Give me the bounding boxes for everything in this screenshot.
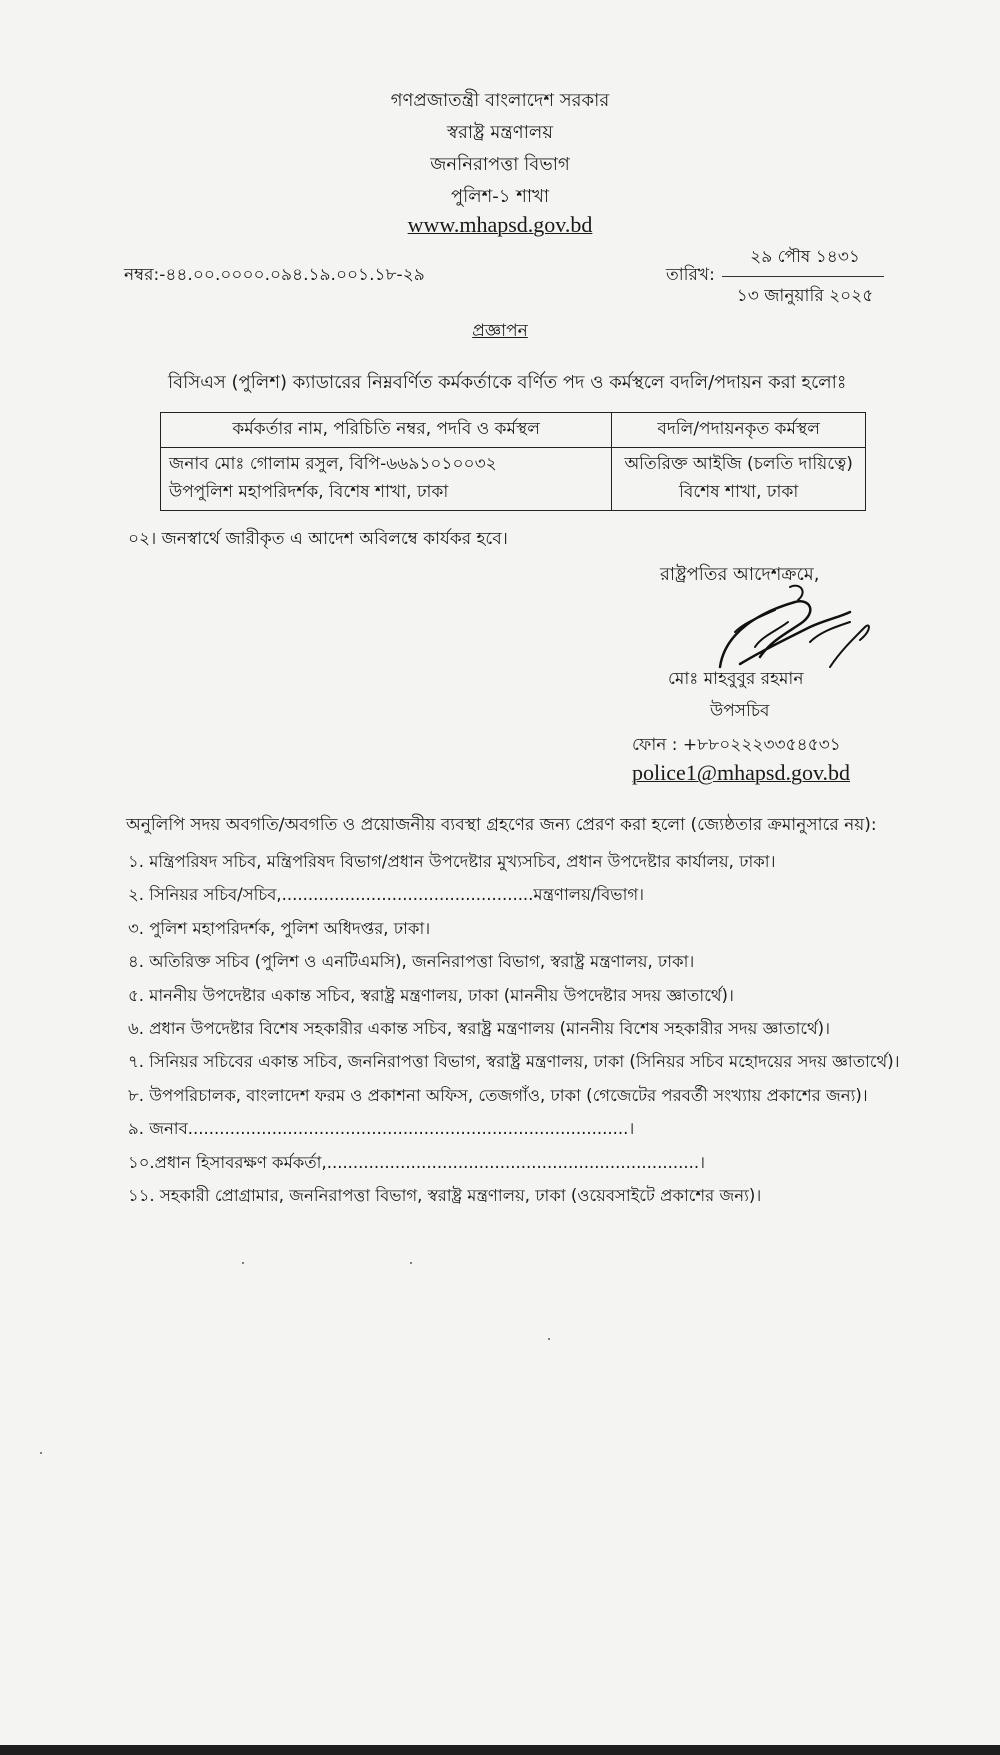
table-header-posting: বদলি/পদায়নকৃত কর্মস্থল — [612, 413, 866, 448]
scan-speck — [242, 1262, 244, 1264]
list-item: ৪. অতিরিক্ত সচিব (পুলিশ ও এনটিএমসি), জননিরাপত্তা বিভাগ, স্বরাষ্ট্র মন্ত্রণালয়, ঢাকা। — [128, 952, 695, 972]
scan-speck — [548, 1338, 550, 1340]
date-bangla: ২৯ পৌষ ১৪৩১ — [750, 247, 860, 267]
list-item: ৫. মাননীয় উপদেষ্টার একান্ত সচিব, স্বরাষ্ট্র মন্ত্রণালয়, ঢাকা (মাননীয় উপদেষ্টার সদয় জ্ঞাতার্থে)। — [128, 985, 734, 1005]
posting-cell — [612, 448, 866, 511]
date-gregorian: ১৩ জানুয়ারি ২০২৫ — [736, 286, 874, 306]
notice-title — [0, 318, 1000, 346]
copies-list — [128, 850, 900, 1217]
website-link[interactable]: www.mhapsd.gov.bd — [407, 212, 593, 237]
notice-intro: বিসিএস (পুলিশ) ক্যাডারের নিম্নবর্ণিত কর্মকর্তাকে বর্ণিত পদ ও কর্মস্থলে বদলি/পদায়ন করা হলোঃ — [168, 372, 847, 393]
new-workplace: বিশেষ শাখা, ঢাকা — [679, 482, 799, 502]
president-order-text: রাষ্ট্রপতির আদেশক্রমে, — [660, 564, 820, 585]
transfer-table — [160, 412, 866, 511]
signatory-phone: ফোন : +৮৮০২২২৩৩৫৪৫৩১ — [632, 735, 841, 755]
officer-cell — [161, 448, 612, 511]
new-post: অতিরিক্ত আইজি (চলতি দায়িত্বে) — [624, 454, 853, 474]
government-name: গণপ্রজাতন্ত্রী বাংলাদেশ সরকার — [390, 90, 610, 111]
date-divider — [722, 276, 884, 277]
table-header-officer: কর্মকর্তার নাম, পরিচিতি নম্বর, পদবি ও কর্মস্থল — [161, 413, 612, 448]
date-label: তারিখ: — [666, 265, 715, 285]
table-row — [161, 448, 866, 511]
copies-heading: অনুলিপি সদয় অবগতি/অবগতি ও প্রয়োজনীয় ব্যবস্থা গ্রহণের জন্য প্রেরণ করা হলো (জ্যেষ্ঠতার ক্রমানুসারে নয়): — [126, 815, 877, 835]
list-item: ৯. জনাব....................................................................................। — [128, 1119, 635, 1139]
notice-title-text: প্রজ্ঞাপন — [472, 321, 528, 341]
ministry-name: স্বরাষ্ট্র মন্ত্রণালয় — [447, 122, 553, 143]
list-item: ১০.প্রধান হিসাবরক্ষণ কর্মকর্তা,.......................................................................। — [128, 1152, 705, 1172]
list-item: ৭. সিনিয়র সচিবের একান্ত সচিব, জননিরাপত্তা বিভাগ, স্বরাষ্ট্র মন্ত্রণালয়, ঢাকা (সিনিয়র সচিব মহোদয়ের সদয় জ্ঞাতার্থে)। — [128, 1052, 900, 1072]
branch-name: পুলিশ-১ শাখা — [450, 186, 550, 207]
officer-name: জনাব মোঃ গোলাম রসুল, বিপি-৬৬৯১০১০০৩২ — [169, 454, 497, 474]
list-item: ১১. সহকারী প্রোগ্রামার, জননিরাপত্তা বিভাগ, স্বরাষ্ট্র মন্ত্রণালয়, ঢাকা (ওয়েবসাইটে প্রকাশের জন্য)। — [128, 1185, 762, 1205]
list-item: ৩. পুলিশ মহাপরিদর্শক, পুলিশ অধিদপ্তর, ঢাকা। — [128, 918, 431, 938]
scan-bottom-edge — [0, 1745, 1000, 1755]
list-item: ৮. উপপরিচালক, বাংলাদেশ ফরম ও প্রকাশনা অফিস, তেজগাঁও, ঢাকা (গেজেটের পরবর্তী সংখ্যায় প্রকাশের জন্য)। — [128, 1085, 868, 1105]
signatory-email[interactable]: police1@mhapsd.gov.bd — [632, 760, 851, 785]
memo-number: নম্বর:-৪৪.০০.০০০০.০৯৪.১৯.০০১.১৮-২৯ — [124, 265, 425, 285]
scan-speck — [410, 1262, 412, 1264]
table-header-row — [161, 413, 866, 448]
list-item: ১. মন্ত্রিপরিষদ সচিব, মন্ত্রিপরিষদ বিভাগ/প্রধান উপদেষ্টার মুখ্যসচিব, প্রধান উপদেষ্টার কার্যালয়, ঢাকা। — [128, 852, 776, 871]
officer-current-post: উপপুলিশ মহাপরিদর্শক, বিশেষ শাখা, ঢাকা — [169, 482, 449, 502]
header-website — [0, 212, 1000, 238]
scan-speck — [40, 1452, 42, 1454]
signatory-designation: উপসচিব — [710, 701, 770, 721]
list-item: ২. সিনিয়র সচিব/সচিব,................................................মন্ত্রণালয়/বিভাগ। — [128, 885, 645, 905]
signatory-name: মোঃ মাহবুবুর রহমান — [668, 669, 804, 689]
division-name: জননিরাপত্তা বিভাগ — [430, 154, 570, 175]
paragraph-02: ০২। জনস্বার্থে জারীকৃত এ আদেশ অবিলম্বে কার্যকর হবে। — [128, 529, 508, 549]
list-item: ৬. প্রধান উপদেষ্টার বিশেষ সহকারীর একান্ত সচিব, স্বরাষ্ট্র মন্ত্রণালয় (মাননীয় বিশেষ সহকারীর সদয় জ্ঞাতার্থে)। — [128, 1018, 831, 1038]
